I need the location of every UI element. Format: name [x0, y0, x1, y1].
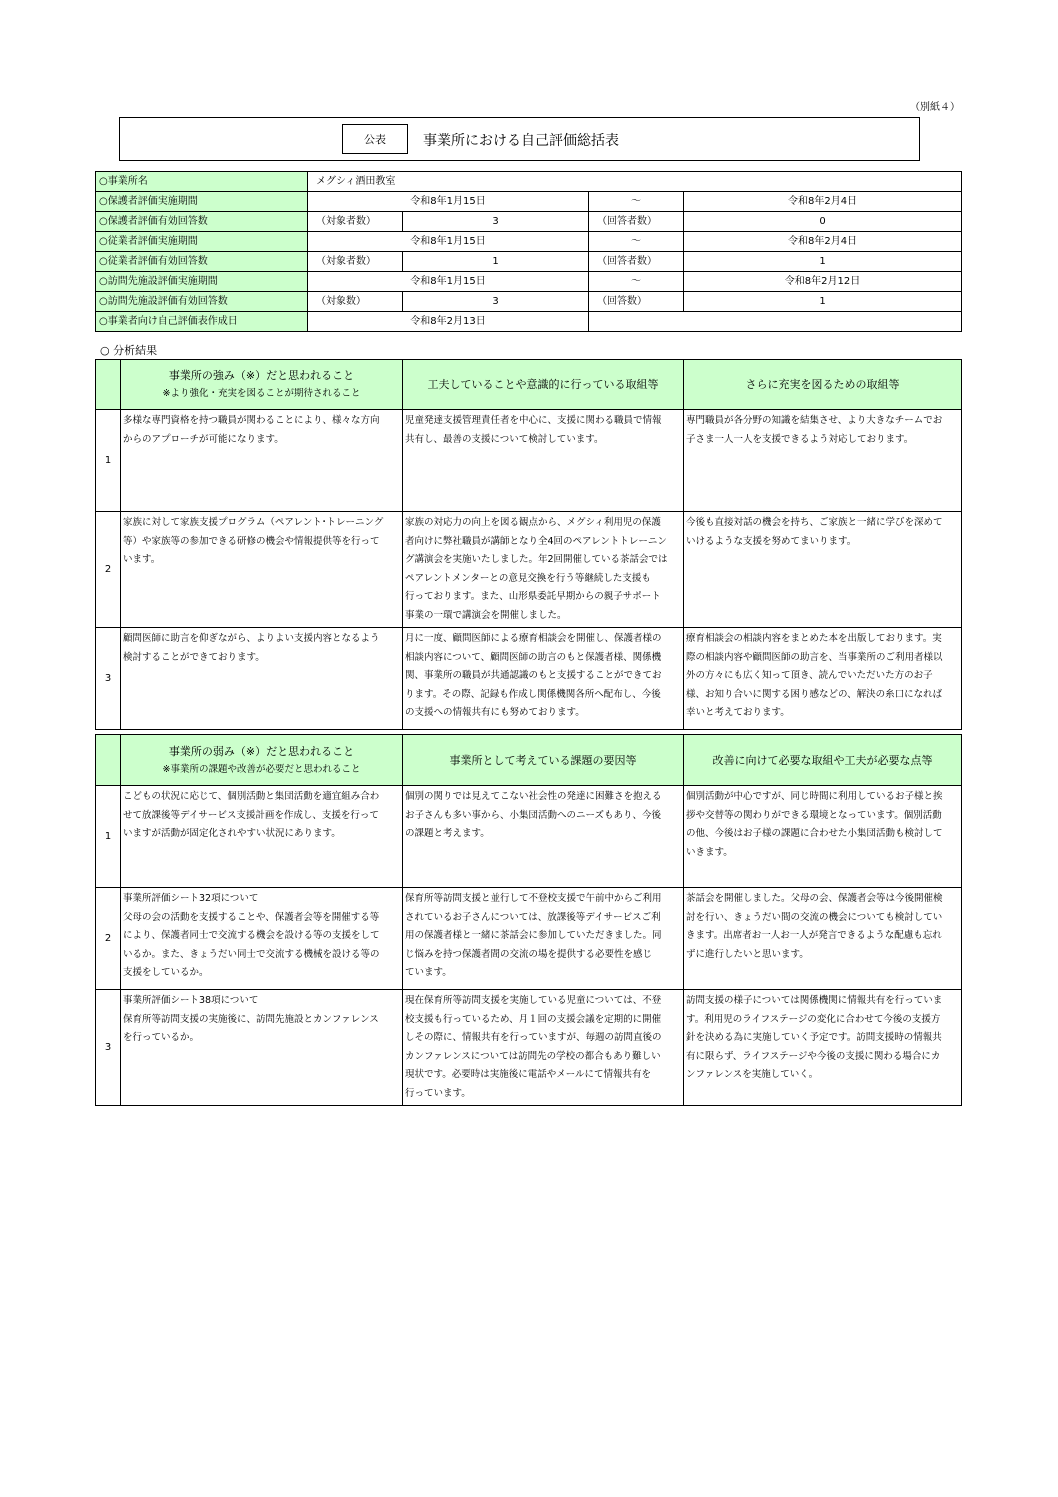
guardian-answer-value: 0 [684, 212, 962, 232]
table-row [96, 786, 962, 888]
row-number: 3 [96, 628, 121, 730]
staff-target-label: （対象者数） [308, 252, 403, 272]
info-row-guardian-count [96, 212, 962, 232]
visit-answer-value: 1 [684, 292, 962, 312]
visit-period-tilde: ～ [589, 272, 684, 292]
improvement-text: 訪問支援の様子については関係機関に情報共有を行っていま す。利用児のライフステージの変化に合わせて今後の支援方 針を決める為に実施していく予定です。訪問支援時の情報共 有に限らず、ライフステージや今後の支援に関わる場合にカ ンファレンスを実施していく。 [684, 990, 962, 1106]
guardian-period-end: 令和8年2月4日 [684, 192, 962, 212]
office-label: ○事業所名 [96, 172, 308, 192]
guardian-target-label: （対象者数） [308, 212, 403, 232]
enhancement-text: 専門職員が各分野の知識を結集させ、より大きなチームでお 子さま一人一人を支援できるよう対応しております。 [684, 410, 962, 512]
enhancement-text: 今後も直接対話の機会を持ち、ご家族と一緒に学びを深めて いけるような支援を努めてまいります。 [684, 512, 962, 628]
page-title: 事業所における自己評価総括表 [423, 133, 619, 149]
row-number: 1 [96, 786, 121, 888]
row-number: 1 [96, 410, 121, 512]
staff-target-value: 1 [403, 252, 589, 272]
effort-text: 月に一度、顧問医師による療育相談会を開催し、保護者様の 相談内容について、顧問医師の助言のもと保護者様、関係機 関、事業所の職員が共通認識のもと支援することができてお ります。その際、記録も作成し関係機関各所へ配布し、今後 の支援への情報共有にも努めております。 [403, 628, 684, 730]
created-label: ○事業者向け自己評価表作成日 [96, 312, 308, 332]
row-number: 2 [96, 888, 121, 990]
strengths-header-row [96, 360, 962, 410]
guardian-count-label: ○保護者評価有効回答数 [96, 212, 308, 232]
office-value: メグシィ酒田教室 [308, 172, 962, 192]
staff-answer-value: 1 [684, 252, 962, 272]
info-row-office [96, 172, 962, 192]
info-table [95, 171, 962, 332]
info-row-visit-period [96, 272, 962, 292]
cause-text: 現在保育所等訪問支援を実施している児童については、不登 校支援も行っているため、月１回の支援会議を定期的に開催 しその際に、情報共有を行っていますが、毎週の訪問直後の カンファレンスについては訪問先の学校の都合もあり難しい 現状です。必要時は実施後に電話やメールにて情報共有を 行っています。 [403, 990, 684, 1106]
row-number: 3 [96, 990, 121, 1106]
visit-count-label: ○訪問先施設評価有効回答数 [96, 292, 308, 312]
staff-period-label: ○従業者評価実施期間 [96, 232, 308, 252]
strengths-header-blank [96, 360, 121, 410]
strengths-header-2: 工夫していることや意識的に行っている取組等 [403, 360, 684, 410]
table-row [96, 410, 962, 512]
guardian-period-tilde: ～ [589, 192, 684, 212]
guardian-period-label: ○保護者評価実施期間 [96, 192, 308, 212]
cause-text: 保育所等訪問支援と並行して不登校支援で午前中からご利用 されているお子さんについては、放課後等デイサービスご利 用の保護者様と一緒に茶話会に参加していただきました。同 じ悩みを持つ保護者間の交流の場を提供する必要性を感じ ています。 [403, 888, 684, 990]
table-row [96, 628, 962, 730]
info-row-guardian-period [96, 192, 962, 212]
cause-text: 個別の関りでは見えてこない社会性の発達に困難さを抱える お子さんも多い事から、小集団活動へのニーズもあり、今後 の課題と考えます。 [403, 786, 684, 888]
staff-count-label: ○従業者評価有効回答数 [96, 252, 308, 272]
strength-text: 家族に対して家族支援プログラム（ペアレント･トレーニング 等）や家族等の参加できる研修の機会や情報提供等を行って います。 [121, 512, 403, 628]
guardian-target-value: 3 [403, 212, 589, 232]
weaknesses-header-2: 事業所として考えている課題の要因等 [403, 735, 684, 786]
weakness-text: こどもの状況に応じて、個別活動と集団活動を適宜組み合わ せて放課後等デイサービス支援計画を作成し、支援を行って いますが活動が固定化されやすい状況にあります。 [121, 786, 403, 888]
visit-answer-label: （回答数） [589, 292, 684, 312]
improvement-text: 個別活動が中心ですが、同じ時間に利用しているお子様と挨 拶や交替等の関わりができる環境となっています。個別活動 の他、今後はお子様の課題に合わせた小集団活動も検討して いきます。 [684, 786, 962, 888]
weaknesses-header-3: 改善に向けて必要な取組や工夫が必要な点等 [684, 735, 962, 786]
weaknesses-table [95, 734, 962, 1106]
effort-text: 児童発達支援管理責任者を中心に、支援に関わる職員で情報 共有し、最善の支援について検討しています。 [403, 410, 684, 512]
enhancement-text: 療育相談会の相談内容をまとめた本を出版しております。実 際の相談内容や顧問医師の助言を、当事業所のご利用者様以 外の方々にも広く知って頂き、読んでいただいた方のお子 様、お知り合いに関する困り感などの、解決の糸口になれば 幸いと考えております。 [684, 628, 962, 730]
table-row [96, 990, 962, 1106]
strength-text: 顧問医師に助言を仰ぎながら、よりよい支援内容となるよう 検討することができております。 [121, 628, 403, 730]
staff-period-tilde: ～ [589, 232, 684, 252]
weakness-text: 事業所評価シート38項について 保育所等訪問支援の実施後に、訪問先施設とカンファレンス を行っているか。 [121, 990, 403, 1106]
info-row-visit-count [96, 292, 962, 312]
guardian-answer-label: （回答者数） [589, 212, 684, 232]
title-box [119, 117, 920, 161]
strengths-header-3: さらに充実を図るための取組等 [684, 360, 962, 410]
visit-target-value: 3 [403, 292, 589, 312]
analysis-label: ○ 分析結果 [100, 344, 158, 357]
attachment-note: （別紙４） [910, 102, 960, 113]
weakness-text: 事業所評価シート32項について 父母の会の活動を支援することや、保護者会等を開催する等 により、保護者同士で交流する機会を設ける等の支援をして いるか。また、きょうだい同士で交流する機械を設ける等の 支援をしているか。 [121, 888, 403, 990]
created-blank [589, 312, 962, 332]
staff-answer-label: （回答者数） [589, 252, 684, 272]
weaknesses-header-1: 事業所の弱み（※）だと思われること ※事業所の課題や改善が必要だと思われること [121, 735, 403, 786]
visit-period-label: ○訪問先施設評価実施期間 [96, 272, 308, 292]
strength-text: 多様な専門資格を持つ職員が関わることにより、様々な方向 からのアプローチが可能になります。 [121, 410, 403, 512]
table-row [96, 512, 962, 628]
info-row-staff-count [96, 252, 962, 272]
visit-target-label: （対象数） [308, 292, 403, 312]
info-row-created [96, 312, 962, 332]
weaknesses-header-row [96, 735, 962, 786]
visit-period-start: 令和8年1月15日 [308, 272, 589, 292]
info-row-staff-period [96, 232, 962, 252]
row-number: 2 [96, 512, 121, 628]
staff-period-start: 令和8年1月15日 [308, 232, 589, 252]
weaknesses-header-blank [96, 735, 121, 786]
strengths-header-1: 事業所の強み（※）だと思われること ※より強化・充実を図ることが期待されること [121, 360, 403, 410]
created-value: 令和8年2月13日 [308, 312, 589, 332]
effort-text: 家族の対応力の向上を図る観点から、メグシィ利用児の保護 者向けに弊社職員が講師となり全4回のペアレントトレーニン グ講演会を実施いたしました。年2回開催している茶話会では ペアレントメンターとの意見交換を行う等継続した支援も 行っております。また、山形県委託早期からの親子サポート 事業の一環で講演会を開催しました。 [403, 512, 684, 628]
public-label: 公表 [342, 124, 408, 154]
strengths-table [95, 359, 962, 730]
table-row [96, 888, 962, 990]
improvement-text: 茶話会を開催しました。父母の会、保護者会等は今後開催検 討を行い、きょうだい間の交流の機会についても検討してい きます。出席者お一人お一人が発言できるような配慮も忘れ ずに進行したいと思います。 [684, 888, 962, 990]
guardian-period-start: 令和8年1月15日 [308, 192, 589, 212]
staff-period-end: 令和8年2月4日 [684, 232, 962, 252]
visit-period-end: 令和8年2月12日 [684, 272, 962, 292]
